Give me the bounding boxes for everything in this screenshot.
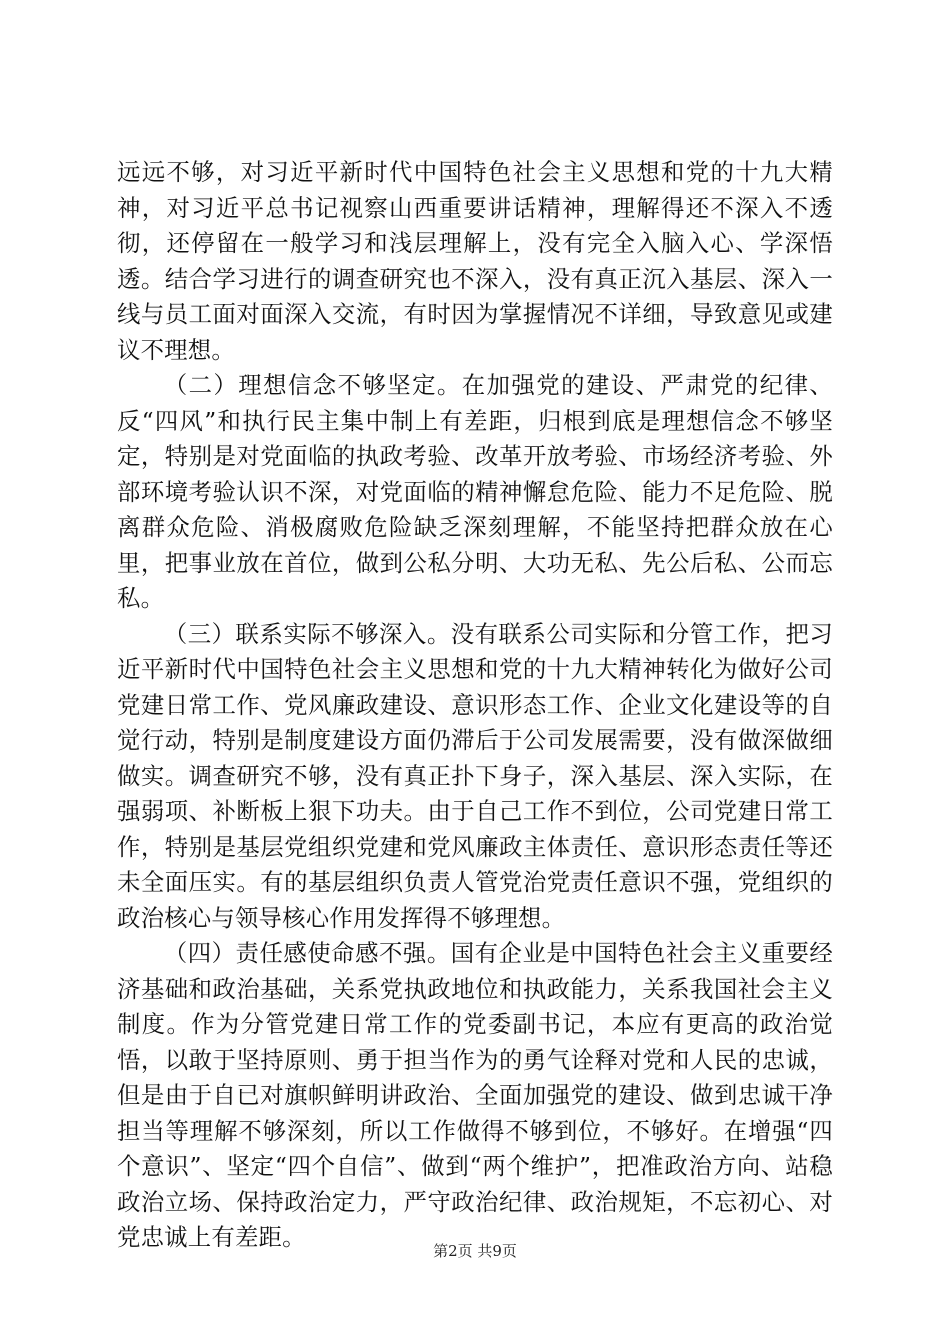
paragraph-section-3: （三）联系实际不够深入。没有联系公司实际和分管工作，把习近平新时代中国特色社会主义思想和党的十九大精神转化为做好公司党建日常工作、党风廉政建设、意识形态工作、企业文化建设等的自觉行动，特别是制度建设方面仍滞后于公司发展需要，没有做深做细做实。调查研究不够，没有真正扑下身子，深入基层、深入实际，在强弱项、补断板上狠下功夫。由于自己工作不到位，公司党建日常工作，特别是基层党组织党建和党风廉政主体责任、意识形态责任等还未全面压实。有的基层组织负责人管党治党责任意识不强，党组织的政治核心与领导核心作用发挥得不够理想。 — [117, 619, 833, 932]
paragraph-section-4: （四）责任感使命感不强。国有企业是中国特色社会主义重要经济基础和政治基础，关系党执政地位和执政能力，关系我国社会主义制度。作为分管党建日常工作的党委副书记，本应有更高的政治觉悟，以敢于坚持原则、勇于担当作为的勇气诠释对党和人民的忠诚，但是由于自已对旗帜鲜明讲政治、全面加强党的建设、做到忠诚干净担当等理解不够深刻，所以工作做得不够到位，不够好。在增强“四个意识”、坚定“四个自信”、做到“两个维护”，把准政治方向、站稳政治立场、保持政治定力，严守政治纪律、政治规矩，不忘初心、对党忠诚上有差距。 — [117, 939, 833, 1251]
page-number-indicator: 第2页 共9页 — [433, 1242, 517, 1260]
document-body — [117, 155, 833, 1256]
page-footer — [0, 1241, 950, 1261]
paragraph-continuation: 远远不够，对习近平新时代中国特色社会主义思想和党的十九大精神，对习近平总书记视察山西重要讲话精神，理解得还不深入不透彻，还停留在一般学习和浅层理解上，没有完全入脑入心、学深悟透。结合学习进行的调查研究也不深入，没有真正沉入基层、深入一线与员工面对面深入交流，有时因为掌握情况不详细，导致意见或建议不理想。 — [117, 158, 833, 364]
paragraph-section-2: （二）理想信念不够坚定。在加强党的建设、严肃党的纪律、反“四风”和执行民主集中制上有差距，归根到底是理想信念不够坚定，特别是对党面临的执政考验、改革开放考验、市场经济考验、外部环境考验认识不深，对党面临的精神懈怠危险、能力不足危险、脱离群众危险、消极腐败危险缺乏深刻理解，不能坚持把群众放在心里，把事业放在首位，做到公私分明、大功无私、先公后私、公而忘私。 — [117, 371, 833, 612]
